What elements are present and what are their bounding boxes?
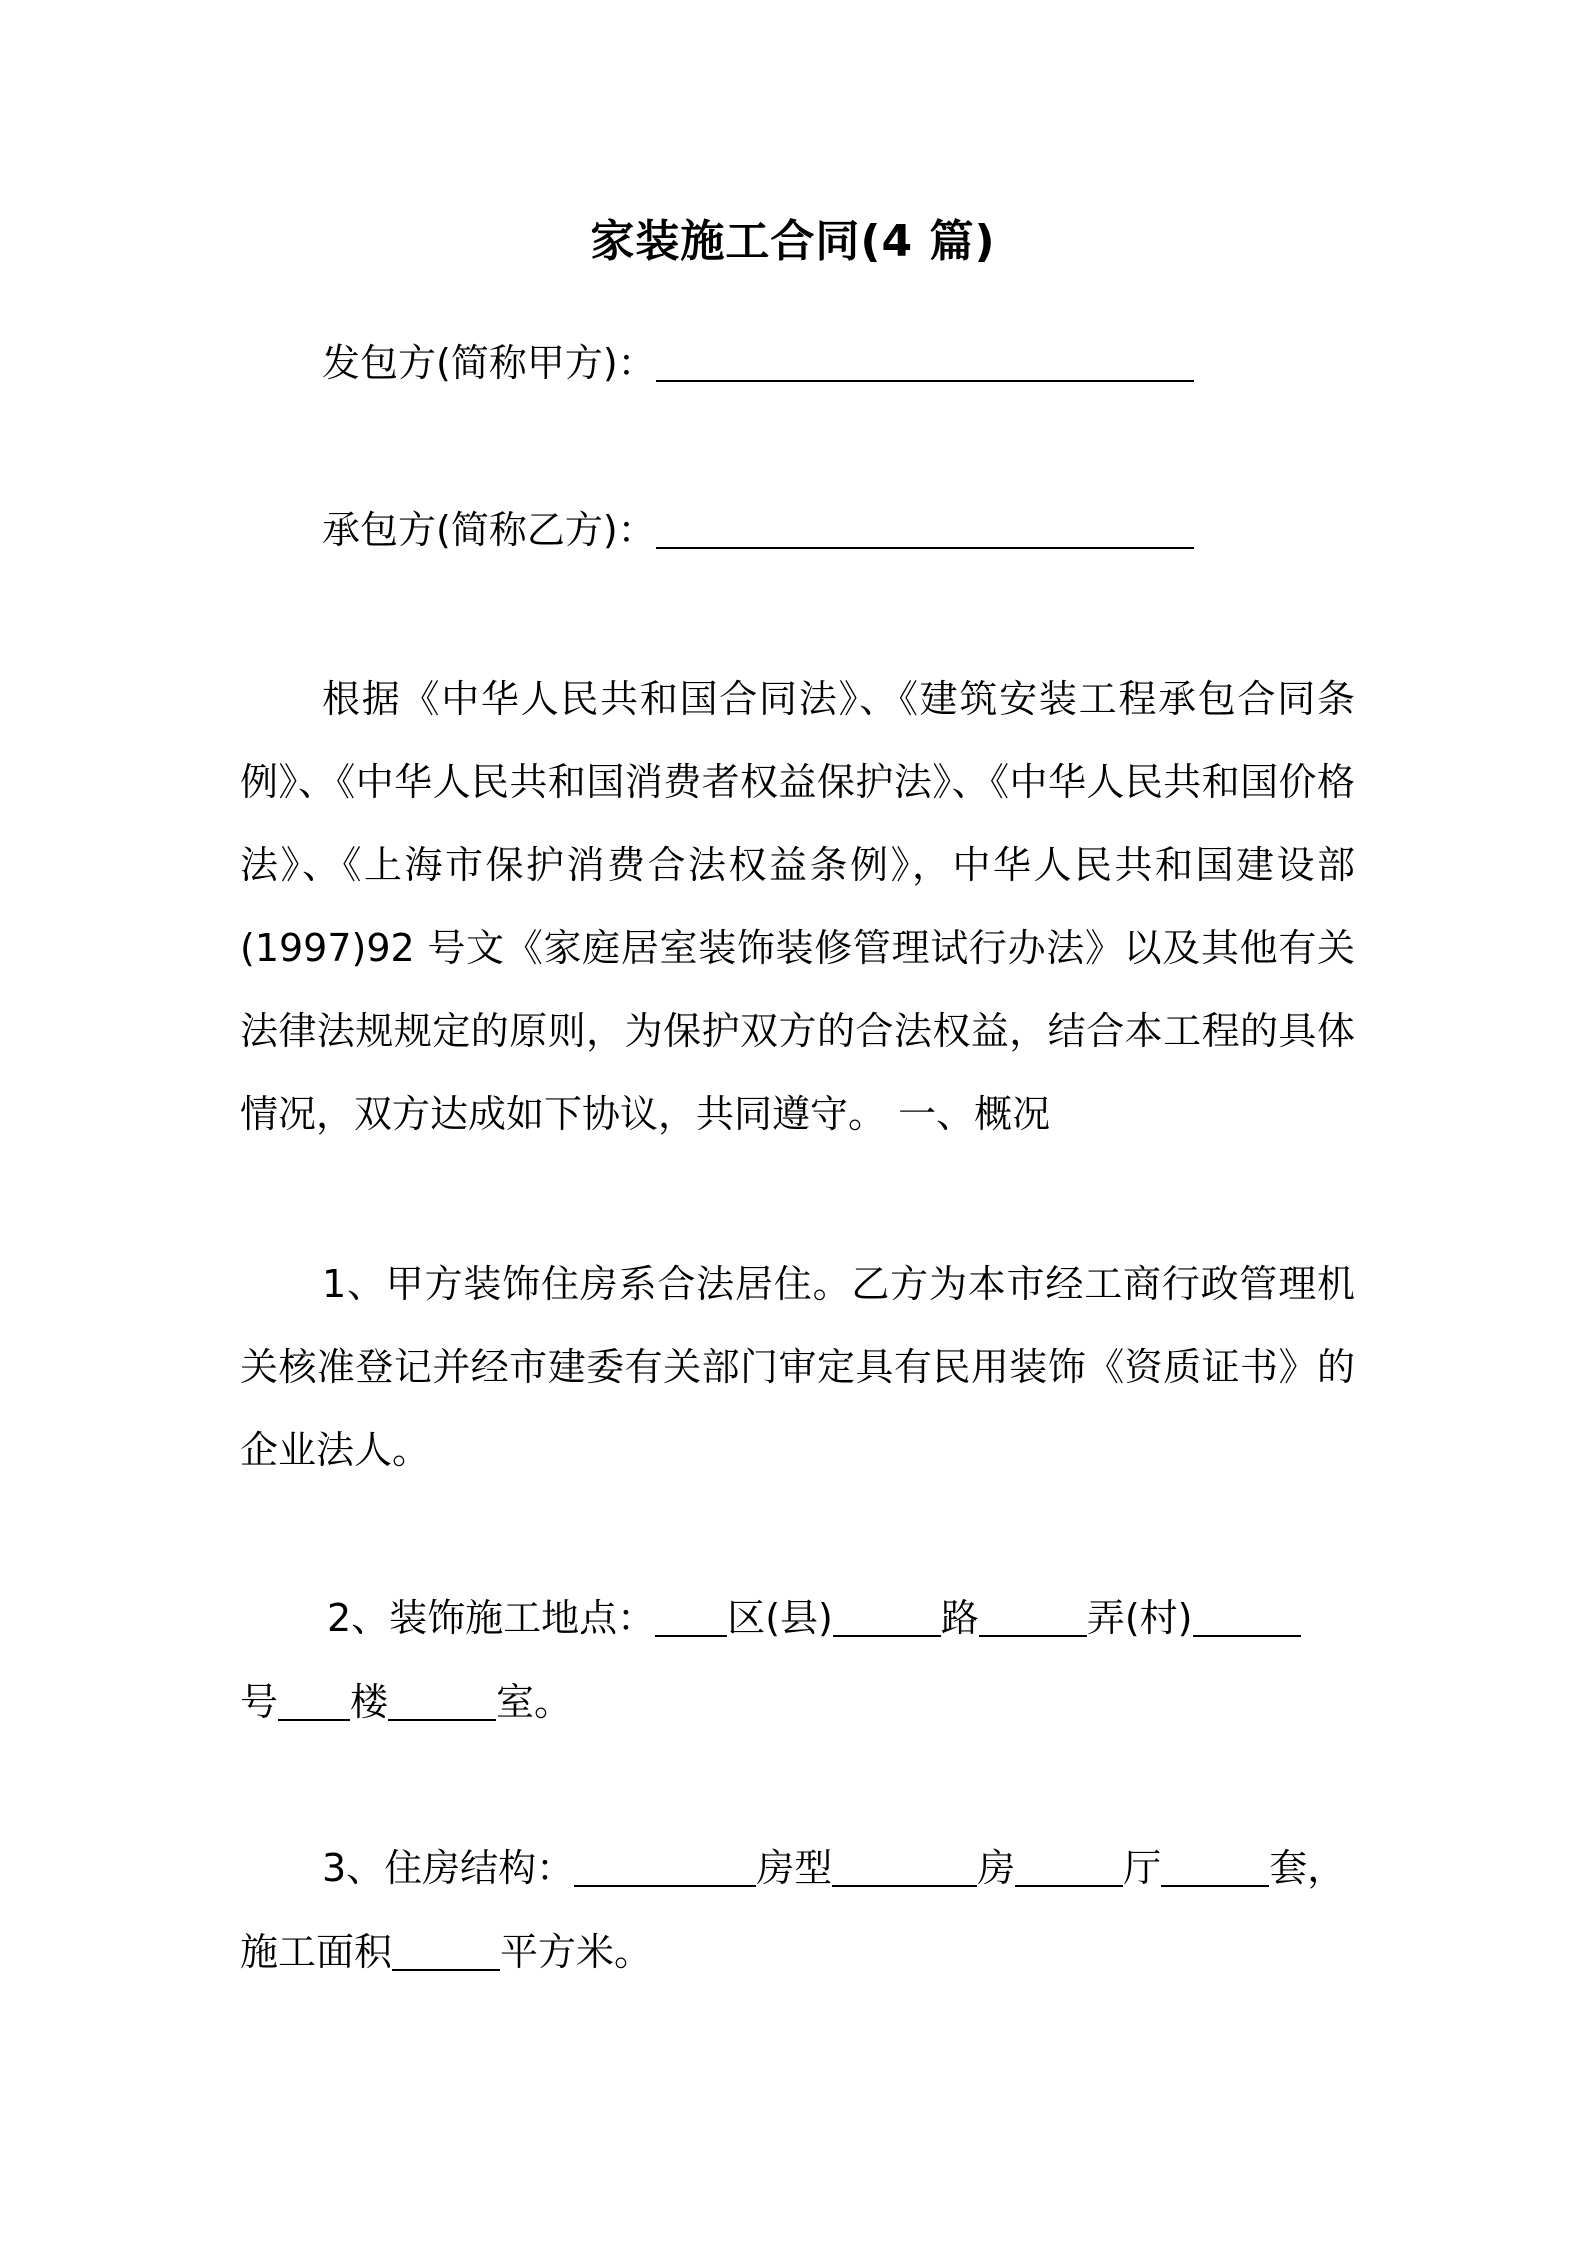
building-blank — [278, 1679, 350, 1721]
clause-2-number: 号 — [240, 1680, 279, 1724]
number-blank — [1193, 1595, 1301, 1637]
clause-3-rooms: 房 — [977, 1846, 1016, 1890]
clause-3-halls: 厅 — [1123, 1846, 1162, 1890]
document-title: 家装施工合同(4 篇) — [590, 216, 996, 267]
clause-3-area-label: 施工面积 — [240, 1930, 393, 1974]
clause-1-paragraph: 1、甲方装饰住房系合法居住。乙方为本市经工商行政管理机关核准登记并经市建委有关部门审定具有民用装饰《资质证书》的企业法人。 — [240, 1262, 1355, 1472]
clause-2-district: 区(县) — [727, 1596, 833, 1640]
clause-2-room: 室。 — [496, 1680, 573, 1724]
clause-2-lane: 弄(村) — [1086, 1596, 1193, 1640]
clause-3-line-1 — [322, 1843, 1345, 1893]
preamble-paragraph: 根据《中华人民共和国合同法》、《建筑安装工程承包合同条例》、《中华人民共和国消费者权益保护法》、《中华人民共和国价格法》、《上海市保护消费合法权益条例》，中华人民共和国建设部(1997)92 号文《家庭居室装饰装修管理试行办法》以及其他有关法律法规规定的原则，为保护双方的合法权益，结合本工程的具体情况，双方达成如下协议，共同遵守。 一、概况 — [240, 677, 1355, 1136]
clause-3-line-2 — [240, 1927, 652, 1977]
type-blank — [832, 1845, 977, 1887]
road-blank — [833, 1595, 941, 1637]
structure-blank — [574, 1845, 756, 1887]
party-a-blank — [656, 340, 1194, 382]
party-a-line — [322, 338, 1194, 388]
clause-2-line-1 — [327, 1593, 1301, 1643]
halls-blank — [1161, 1845, 1269, 1887]
lane-blank — [979, 1595, 1087, 1637]
clause-2-line-2 — [240, 1677, 572, 1727]
party-b-blank — [656, 507, 1194, 549]
clause-3-area-unit: 平方米。 — [500, 1930, 653, 1974]
area-blank — [392, 1929, 500, 1971]
district-blank — [655, 1595, 727, 1637]
party-b-label: 承包方(简称乙方)： — [322, 508, 656, 552]
room-blank — [388, 1679, 496, 1721]
clause-2-building: 楼 — [350, 1680, 389, 1724]
party-b-line — [322, 505, 1194, 555]
rooms-blank — [1015, 1845, 1123, 1887]
clause-2-prefix: 2、装饰施工地点： — [327, 1596, 656, 1640]
clause-2-road: 路 — [940, 1596, 979, 1640]
party-a-label: 发包方(简称甲方)： — [322, 341, 656, 385]
clause-3-prefix: 3、住房结构： — [322, 1846, 575, 1890]
clause-3-type: 房型 — [756, 1846, 833, 1890]
clause-3-sets: 套， — [1269, 1846, 1346, 1890]
